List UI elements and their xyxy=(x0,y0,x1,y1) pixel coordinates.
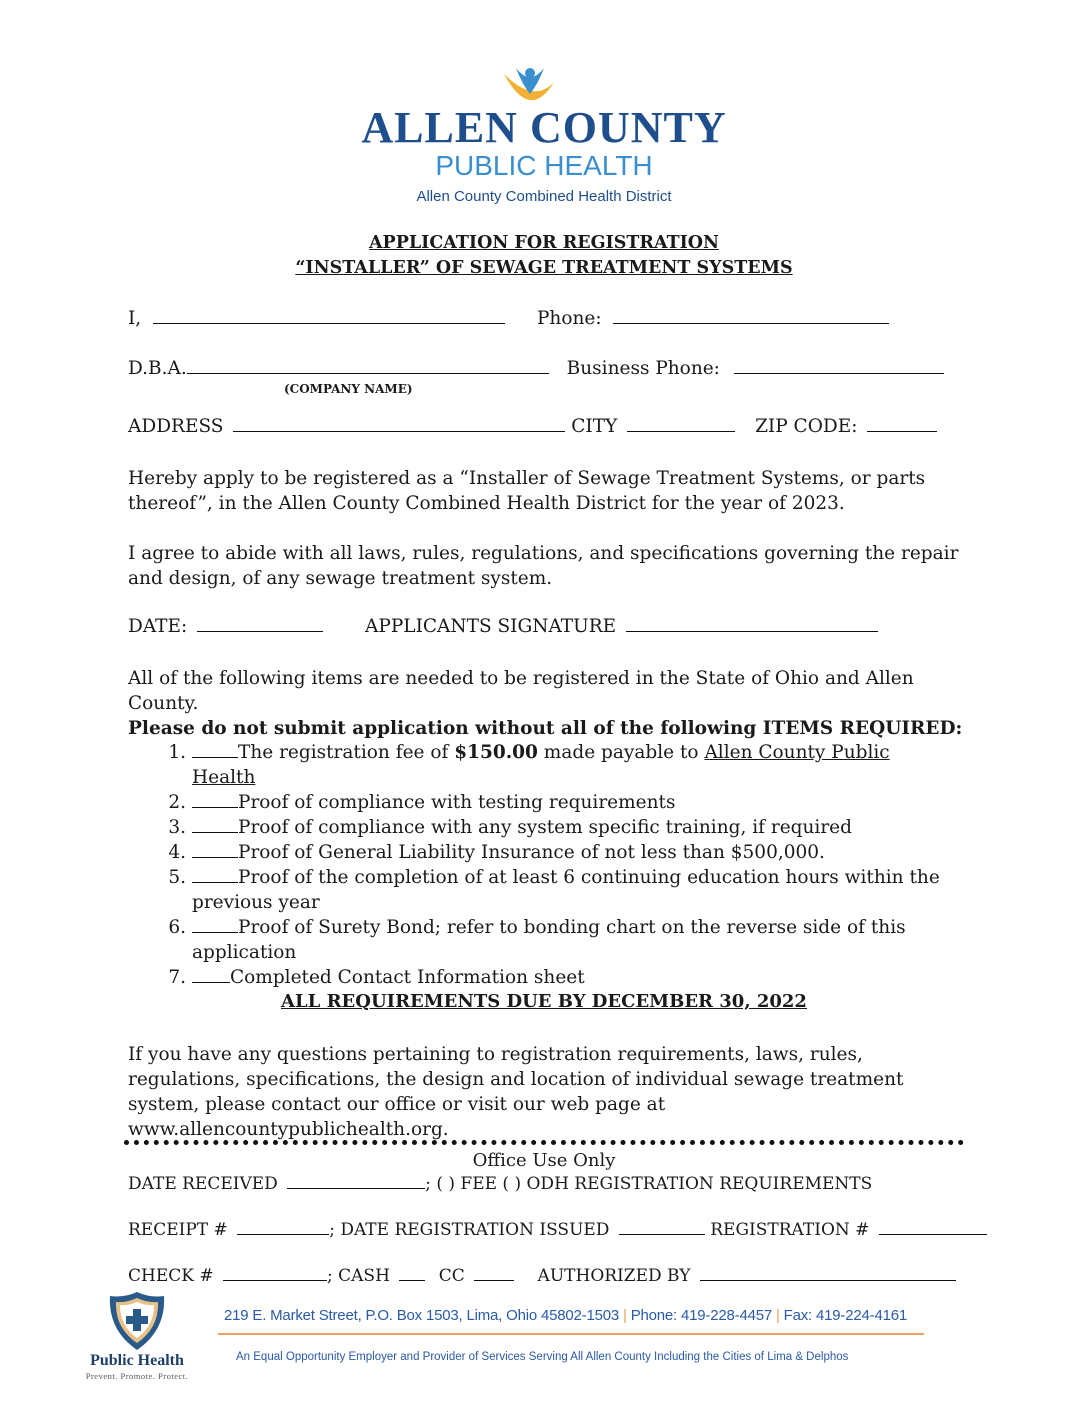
check-field[interactable] xyxy=(223,1279,327,1281)
footer-phone: Phone: 419-228-4457 xyxy=(630,1307,773,1324)
list-item: 4. Proof of General Liability Insurance of not less than $500,000. xyxy=(168,842,825,863)
authorized-field[interactable] xyxy=(700,1279,956,1281)
cash-label: ; CASH xyxy=(327,1266,390,1286)
signature-row xyxy=(128,616,878,637)
address-label: ADDRESS xyxy=(128,416,224,437)
item-checkbox-line[interactable] xyxy=(192,931,238,933)
fee-amount: $150.00 xyxy=(454,742,538,763)
date-issued-field[interactable] xyxy=(619,1233,705,1235)
applicant-name-label: I, xyxy=(128,308,142,329)
check-label: CHECK # xyxy=(128,1266,214,1286)
item-checkbox-line[interactable] xyxy=(192,881,238,883)
city-field[interactable] xyxy=(627,430,735,432)
applicant-row xyxy=(128,308,889,329)
company-name-note: (COMPANY NAME) xyxy=(284,382,413,396)
badge-motto: Prevent. Promote. Protect. xyxy=(85,1371,189,1381)
logo-subtitle: PUBLIC HEALTH xyxy=(435,150,653,181)
address-field[interactable] xyxy=(233,430,565,432)
logo-title: ALLEN COUNTY xyxy=(361,103,727,152)
date-received-field[interactable] xyxy=(287,1187,425,1189)
zip-field[interactable] xyxy=(867,430,937,432)
apply-paragraph: Hereby apply to be registered as a “Installer of Sewage Treatment Systems, or parts thereof”, in the Allen County Combined Health District for the year of 2023. xyxy=(128,468,926,514)
list-item: 6. Proof of Surety Bond; refer to bonding chart on the reverse side of this application xyxy=(168,917,906,963)
signature-field[interactable] xyxy=(626,630,878,632)
office-row-3 xyxy=(128,1266,956,1286)
footer-fax: Fax: 419-224-4161 xyxy=(783,1307,908,1324)
authorized-label: AUTHORIZED BY xyxy=(537,1266,691,1286)
office-row-2 xyxy=(128,1220,987,1240)
item-checkbox-line[interactable] xyxy=(192,831,238,833)
date-issued-label: ; DATE REGISTRATION ISSUED xyxy=(329,1220,610,1240)
list-item: 3. Proof of compliance with any system specific training, if required xyxy=(168,817,852,838)
item-checkbox-line[interactable] xyxy=(192,856,238,858)
office-row-1 xyxy=(128,1174,872,1194)
business-phone-field[interactable] xyxy=(734,372,944,374)
footer-equal-opportunity: An Equal Opportunity Employer and Provider of Services Serving All Allen County Including the Cities of Lima & Delphos xyxy=(236,1351,849,1363)
requirements-intro-line2: Please do not submit application without all of the following ITEMS REQUIRED: xyxy=(128,718,963,739)
registration-num-label: REGISTRATION # xyxy=(710,1220,870,1240)
phone-label: Phone: xyxy=(536,308,602,329)
dba-row xyxy=(128,358,944,379)
footer-rule xyxy=(218,1333,924,1335)
public-health-shield-icon xyxy=(106,1290,168,1352)
cc-field[interactable] xyxy=(474,1279,514,1281)
payee-link: Allen County Public Health xyxy=(192,742,890,788)
dba-label: D.B.A. xyxy=(128,358,187,379)
business-phone-label: Business Phone: xyxy=(566,358,720,379)
logo-tagline: Allen County Combined Health District xyxy=(416,188,672,205)
city-label: CITY xyxy=(571,416,618,437)
zip-label: ZIP CODE: xyxy=(755,416,858,437)
registration-num-field[interactable] xyxy=(879,1233,987,1235)
date-field[interactable] xyxy=(197,630,323,632)
address-row xyxy=(128,416,937,437)
requirements-intro-line1: All of the following items are needed to be registered in the State of Ohio and Allen County. xyxy=(128,668,914,714)
date-label: DATE: xyxy=(128,616,188,637)
footer-address-line: 219 E. Market Street, P.O. Box 1503, Lima, Ohio 45802-1503 | Phone: 419-228-4457 | Fax: 419-224-4161 xyxy=(224,1307,908,1324)
cc-label: CC xyxy=(438,1266,465,1286)
list-item: 7. Completed Contact Information sheet xyxy=(168,967,585,988)
applicant-name-field[interactable] xyxy=(153,322,505,324)
form-title-line1: APPLICATION FOR REGISTRATION xyxy=(368,233,720,253)
list-item: 5. Proof of the completion of at least 6 continuing education hours within the previous year xyxy=(168,867,940,913)
item-checkbox-line[interactable] xyxy=(192,981,230,983)
questions-paragraph: If you have any questions pertaining to registration requirements, laws, rules, regulations, specifications, the design and location of individual sewage treatment system, please contact our office or visit our web page at www.allencountypublichealth.org. xyxy=(128,1044,904,1140)
cash-field[interactable] xyxy=(399,1279,425,1281)
receipt-field[interactable] xyxy=(237,1233,329,1235)
receipt-label: RECEIPT # xyxy=(128,1220,228,1240)
fee-options: ; ( ) FEE ( ) ODH REGISTRATION REQUIREMENTS xyxy=(425,1174,873,1194)
signature-label: APPLICANTS SIGNATURE xyxy=(365,616,617,637)
form-title-line2: “INSTALLER” OF SEWAGE TREATMENT SYSTEMS xyxy=(295,258,793,278)
list-item: 1. The registration fee of $150.00 made payable to Allen County Public Health xyxy=(168,742,890,788)
list-item: 2. Proof of compliance with testing requirements xyxy=(168,792,676,813)
public-health-badge xyxy=(82,1290,192,1386)
agree-paragraph: I agree to abide with all laws, rules, regulations, and specifications governing the repair and design, of any sewage treatment system. xyxy=(128,543,959,589)
badge-title: Public Health xyxy=(90,1352,184,1369)
date-received-label: DATE RECEIVED xyxy=(128,1174,278,1194)
item-checkbox-line[interactable] xyxy=(192,756,238,758)
dba-field[interactable] xyxy=(187,372,549,374)
requirements-list xyxy=(128,740,948,990)
logo xyxy=(0,60,1088,210)
requirements-intro xyxy=(128,666,978,741)
office-use-title: Office Use Only xyxy=(472,1150,616,1171)
item-checkbox-line[interactable] xyxy=(192,806,238,808)
phone-field[interactable] xyxy=(613,322,889,324)
office-divider xyxy=(124,1140,964,1145)
footer-address: 219 E. Market Street, P.O. Box 1503, Lima, Ohio 45802-1503 xyxy=(224,1307,620,1324)
deadline-heading: ALL REQUIREMENTS DUE BY DECEMBER 30, 2022 xyxy=(281,991,807,1012)
